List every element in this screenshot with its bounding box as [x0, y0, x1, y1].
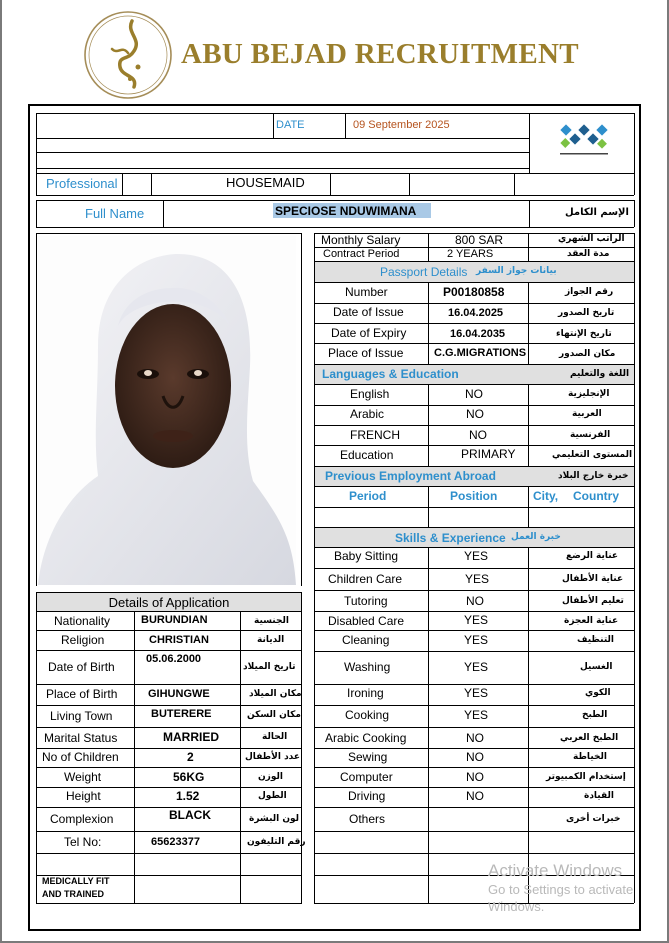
arabic-arabic: العربية: [572, 409, 602, 419]
height-label: Height: [66, 789, 101, 803]
date-of-birth-arabic: تاريخ الميلاد: [243, 662, 296, 672]
computer-label: Computer: [340, 770, 393, 784]
tutoring-value: NO: [466, 594, 484, 608]
children-care-value: YES: [465, 572, 490, 586]
watermark-line1: Activate Windows: [488, 861, 623, 880]
monthly-salary-value: 800 SAR: [455, 233, 504, 247]
no-of-children-value: 2: [187, 750, 194, 764]
nationality-value: BURUNDIAN: [141, 614, 208, 626]
driving-label: Driving: [348, 789, 386, 803]
cooking-label: Cooking: [345, 708, 390, 722]
children-care-arabic: عناية الأطفال: [562, 574, 624, 584]
passport-number-arabic: رقم الجواز: [565, 287, 614, 297]
windows-activation-watermark: [488, 860, 669, 916]
languages-section-arabic: اللغة والتعليم: [570, 369, 630, 379]
height-value: 1.52: [176, 789, 200, 803]
marital-status-value: MARRIED: [163, 730, 219, 744]
tutoring-arabic: تعليم الأطفال: [562, 596, 624, 606]
place-of-issue-label: Place of Issue: [328, 346, 404, 360]
english-value: NO: [465, 387, 483, 401]
place-of-issue-value: C.G.MIGRATIONS: [434, 347, 527, 359]
employment-section-title: Previous Employment Abroad: [325, 469, 496, 483]
candidate-photo: [38, 236, 296, 585]
monthly-salary-label: Monthly Salary: [321, 233, 401, 247]
cleaning-value: YES: [464, 633, 489, 647]
tutoring-label: Tutoring: [344, 594, 388, 608]
date-of-expiry-label: Date of Expiry: [331, 326, 407, 340]
medical-fit-line1: MEDICALLY FIT: [42, 876, 110, 886]
passport-number-label: Number: [345, 285, 388, 299]
tel-no-value: 65623377: [151, 836, 200, 848]
arabic-label: Arabic: [350, 407, 385, 421]
baby-sitting-value: YES: [464, 549, 489, 563]
date-of-expiry-value: 16.04.2035: [450, 328, 506, 340]
arabic-cooking-value: NO: [466, 731, 484, 745]
computer-arabic: إستخدام الكمبيوتر: [546, 772, 626, 782]
complexion-arabic: لون البشرة: [249, 814, 300, 824]
arabic-value: NO: [466, 407, 484, 421]
marital-status-arabic: الحالة: [262, 732, 288, 742]
place-of-issue-arabic: مكان الصدور: [559, 349, 616, 359]
fullname-arabic: الإسم الكامل: [565, 207, 629, 218]
place-of-birth-label: Place of Birth: [46, 687, 118, 701]
contract-period-arabic: مدة العقد: [567, 249, 610, 259]
sewing-arabic: الخياطة: [573, 752, 607, 762]
passport-section-arabic: بيانات جواز السفر: [476, 266, 557, 276]
no-of-children-arabic: عدد الأطفال: [245, 752, 301, 762]
english-arabic: الإنجليزية: [568, 389, 610, 399]
no-of-children-label: No of Children: [42, 750, 119, 764]
french-arabic: الفرنسية: [570, 430, 611, 440]
professional-value: HOUSEMAID: [226, 175, 305, 190]
abu-bejad-logo-icon: [82, 9, 174, 101]
weight-value: 56KG: [173, 770, 205, 784]
skills-section-title: Skills & Experience: [395, 531, 506, 545]
date-of-birth-value: 05.06.2000: [146, 653, 202, 665]
marital-status-label: Marital Status: [44, 731, 118, 745]
passport-number-value: P00180858: [443, 285, 505, 299]
religion-value: CHRISTIAN: [149, 634, 209, 646]
disabled-care-value: YES: [464, 613, 489, 627]
cooking-arabic: الطبخ: [582, 710, 608, 720]
skills-section-arabic: خبرة العمل: [511, 532, 561, 542]
date-of-issue-arabic: تاريخ الصدور: [558, 308, 615, 318]
fullname-label: Full Name: [85, 206, 145, 221]
education-value: PRIMARY: [461, 447, 516, 461]
french-label: FRENCH: [350, 428, 400, 442]
nationality-label: Nationality: [54, 614, 111, 628]
weight-label: Weight: [64, 770, 102, 784]
nationality-arabic: الجنسية: [254, 616, 289, 626]
watermark-line2: Go to Settings to activate Windows.: [488, 882, 634, 914]
education-arabic: المستوى التعليمي: [552, 450, 633, 460]
tel-no-arabic: رقم التليفون: [247, 837, 306, 847]
disabled-care-label: Disabled Care: [328, 614, 405, 628]
english-label: English: [350, 387, 390, 401]
religion-label: Religion: [61, 633, 105, 647]
others-arabic: خبرات أخرى: [566, 814, 621, 824]
baby-sitting-label: Baby Sitting: [334, 549, 399, 563]
sewing-value: NO: [466, 750, 484, 764]
sewing-label: Sewing: [348, 750, 388, 764]
washing-label: Washing: [344, 660, 391, 674]
medical-fit-line2: AND TRAINED: [42, 889, 104, 899]
driving-arabic: القيادة: [584, 791, 614, 801]
religion-arabic: الديانة: [257, 635, 285, 645]
application-section-title: Details of Application: [108, 595, 230, 610]
others-label: Others: [349, 812, 386, 826]
date-value: 09 September 2025: [353, 119, 450, 131]
complexion-value: BLACK: [169, 808, 211, 822]
education-label: Education: [340, 448, 394, 462]
cleaning-arabic: التنظيف: [577, 635, 614, 645]
baby-sitting-arabic: عناية الرضع: [566, 551, 619, 561]
ironing-arabic: الكوي: [585, 688, 611, 698]
disabled-care-arabic: عناية العجزة: [564, 616, 619, 626]
living-town-arabic: مكان السكن: [247, 710, 301, 720]
children-care-label: Children Care: [328, 572, 403, 586]
company-name: ABU BEJAD RECRUITMENT: [181, 38, 579, 70]
date-label: DATE: [276, 119, 305, 131]
employment-section-arabic: خبرة خارج البلاد: [558, 471, 629, 481]
country-label: Country: [573, 489, 619, 503]
weight-arabic: الوزن: [258, 772, 283, 782]
contract-period-label: Contract Period: [323, 248, 400, 260]
living-town-label: Living Town: [50, 709, 113, 723]
height-arabic: الطول: [258, 791, 287, 801]
place-of-birth-arabic: مكان الميلاد: [249, 689, 302, 699]
date-of-expiry-arabic: تاريخ الإنتهاء: [556, 329, 612, 339]
washing-value: YES: [464, 660, 489, 674]
cooking-value: YES: [464, 708, 489, 722]
computer-value: NO: [466, 770, 484, 784]
agency-logo-icon: [556, 122, 612, 160]
living-town-value: BUTERERE: [151, 708, 212, 720]
driving-value: NO: [466, 789, 484, 803]
city-label: City,: [533, 489, 559, 503]
fullname-value: SPECIOSE NDUWIMANA: [275, 204, 417, 218]
date-of-issue-label: Date of Issue: [333, 305, 404, 319]
washing-arabic: الغسيل: [580, 662, 613, 672]
period-label: Period: [349, 489, 387, 503]
date-of-birth-label: Date of Birth: [48, 660, 115, 674]
contract-period-value: 2 YEARS: [447, 248, 494, 260]
passport-section-title: Passport Details: [380, 265, 468, 279]
arabic-cooking-label: Arabic Cooking: [325, 731, 407, 745]
date-of-issue-value: 16.04.2025: [448, 307, 504, 319]
languages-section-title: Languages & Education: [322, 367, 459, 381]
ironing-value: YES: [464, 686, 489, 700]
monthly-salary-arabic: الراتب الشهري: [558, 234, 625, 244]
french-value: NO: [469, 428, 487, 442]
position-label: Position: [450, 489, 498, 503]
tel-no-label: Tel No:: [64, 835, 102, 849]
cleaning-label: Cleaning: [342, 633, 390, 647]
arabic-cooking-arabic: الطبخ العربي: [560, 733, 619, 743]
place-of-birth-value: GIHUNGWE: [148, 688, 210, 700]
ironing-label: Ironing: [347, 686, 384, 700]
professional-label: Professional: [46, 176, 118, 191]
complexion-label: Complexion: [50, 812, 114, 826]
